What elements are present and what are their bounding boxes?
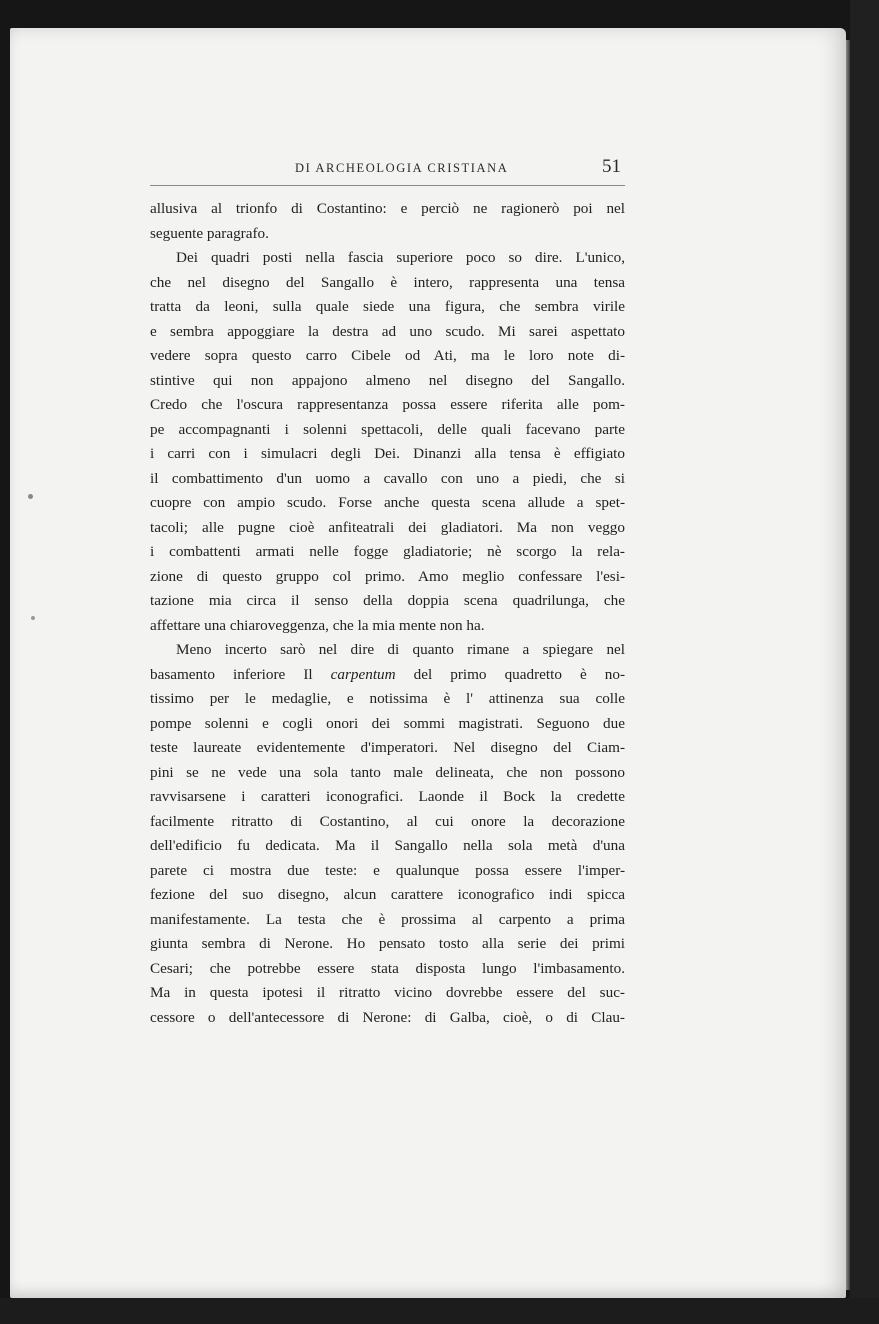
text-line: i combattenti armati nelle fogge gladiatorie; nè scorgo la rela-: [150, 543, 625, 560]
text-line: fezione del suo disegno, alcun carattere iconografico indi spicca: [150, 886, 625, 903]
paragraph-first-line: Meno incerto sarò nel dire di quanto rimane a spiegare nel: [176, 641, 625, 658]
italic-term: carpentum: [330, 665, 396, 683]
text-line: che nel disegno del Sangallo è intero, rappresenta una tensa: [150, 273, 625, 291]
scan-speck: [28, 494, 33, 499]
scan-right-border: [850, 0, 879, 1324]
text-line: allusiva al trionfo di Costantino: e perciò ne ragionerò poi nel: [150, 200, 625, 217]
text-line: pini se ne vede una sola tanto male delineata, che non possono: [150, 763, 625, 781]
text-line-with-italic: [150, 663, 625, 688]
text-line: il combattimento d'un uomo a cavallo con uno a piedi, che si: [150, 469, 625, 487]
text-line: vedere sopra questo carro Cibele od Ati, ma le loro note di-: [150, 347, 625, 364]
text-line: e sembra appoggiare la destra ad uno scudo. Mi sarei aspettato: [150, 322, 625, 340]
text-line: affettare una chiaroveggenza, che la mia mente non ha.: [150, 616, 485, 634]
page-number: 51: [602, 156, 621, 177]
text-run: del primo quadretto è no-: [395, 665, 625, 683]
text-line: cessore o dell'antecessore di Nerone: di Galba, cioè, o di Clau-: [150, 1008, 625, 1026]
text-line: pe accompagnanti i solenni spettacoli, delle quali facevano parte: [150, 420, 625, 438]
text-line: parete ci mostra due teste: e qualunque possa essere l'imper-: [150, 861, 625, 879]
scan-speck: [31, 616, 35, 620]
text-line: Credo che l'oscura rappresentanza possa essere riferita alle pom-: [150, 396, 625, 413]
text-line: tacoli; alle pugne cioè anfiteatrali dei gladiatori. Ma non veggo: [150, 518, 625, 536]
scan-bottom-border: [0, 1298, 879, 1324]
body-text: [150, 197, 625, 1030]
text-line: stintive qui non appajono almeno nel disegno del Sangallo.: [150, 371, 625, 389]
text-line: Cesari; che potrebbe essere stata disposta lungo l'imbasamento.: [150, 959, 625, 977]
text-line: tissimo per le medaglie, e notissima è l' attinenza sua colle: [150, 690, 625, 707]
header-rule: [150, 185, 625, 186]
text-line: zione di questo gruppo col primo. Amo meglio confessare l'esi-: [150, 567, 625, 585]
text-line: dell'edificio fu dedicata. Ma il Sangallo nella sola metà d'una: [150, 837, 625, 854]
text-line: ravvisarsene i caratteri iconografici. Laonde il Bock la credette: [150, 788, 625, 805]
running-title: DI ARCHEOLOGIA CRISTIANA: [295, 161, 509, 175]
text-line: manifestamente. La testa che è prossima al carpento a prima: [150, 910, 625, 928]
text-line: teste laureate evidentemente d'imperatori. Nel disegno del Ciam-: [150, 739, 625, 756]
text-run: basamento inferiore Il: [150, 665, 331, 683]
text-line: cuopre con ampio scudo. Forse anche questa scena allude a spet-: [150, 494, 625, 511]
paragraph-first-line: Dei quadri posti nella fascia superiore poco so dire. L'unico,: [176, 249, 625, 266]
text-line: tratta da leoni, sulla quale siede una figura, che sembra virile: [150, 298, 625, 315]
text-line: Ma in questa ipotesi il ritratto vicino dovrebbe essere del suc-: [150, 984, 625, 1001]
text-line: pompe solenni e cogli onori dei sommi magistrati. Seguono due: [150, 714, 625, 732]
text-line: tazione mia circa il senso della doppia scena quadrilunga, che: [150, 592, 625, 609]
text-line: facilmente ritratto di Costantino, al cui onore la decorazione: [150, 812, 625, 830]
text-line: giunta sembra di Nerone. Ho pensato tosto alla serie dei primi: [150, 935, 625, 952]
running-header: [150, 158, 625, 180]
text-line: seguente paragrafo.: [150, 224, 269, 242]
text-line: i carri con i simulacri degli Dei. Dinanzi alla tensa è effigiato: [150, 445, 625, 462]
